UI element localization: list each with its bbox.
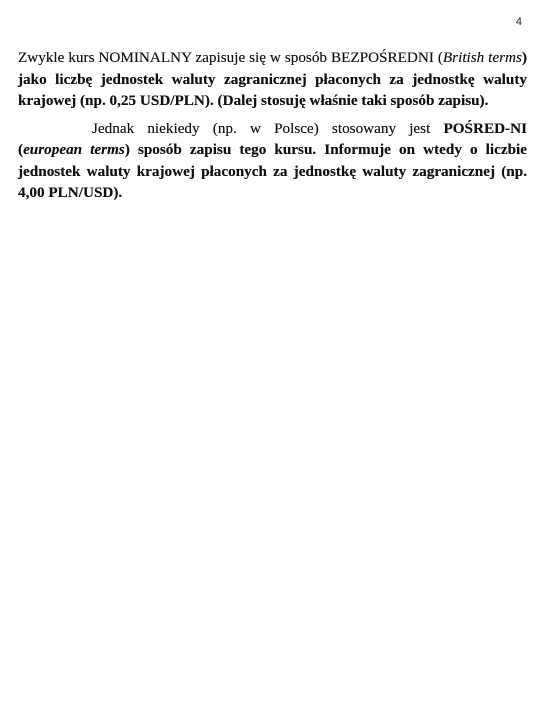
text-run: ( [433, 49, 443, 66]
text-run: Zwykle kurs [18, 49, 99, 66]
text-run: zapisuje się w sposób [191, 49, 331, 66]
term-british-terms: British terms [442, 49, 522, 66]
paragraph-nominal-rate [18, 47, 527, 112]
term-nominalny: NOMINALNY [98, 49, 192, 66]
paragraph-indirect-rate [18, 118, 527, 204]
text-run: ) jako liczbę jednostek waluty zagranicznej płaconych za jednostkę waluty krajowej (np. 0,25 USD/PLN). (Dalej stosuję właśnie taki sposób zapisu). [18, 49, 527, 109]
page-number: 4 [515, 16, 522, 28]
document-body [18, 47, 527, 210]
term-european-terms: european terms [23, 141, 125, 158]
text-run: Jednak niekiedy (np. w Polsce) stosowany jest [92, 119, 444, 137]
text-run: ( [18, 141, 24, 158]
text-run: ) sposób zapisu tego kursu. Informuje on wtedy o liczbie jednostek waluty krajowej płaconych za jednostkę waluty zagranicznej (np. 4,00 PLN/USD). [18, 141, 527, 201]
term-posredni: POŚRED-NI [443, 119, 527, 137]
term-bezposredni: BEZPOŚREDNI [330, 49, 434, 66]
